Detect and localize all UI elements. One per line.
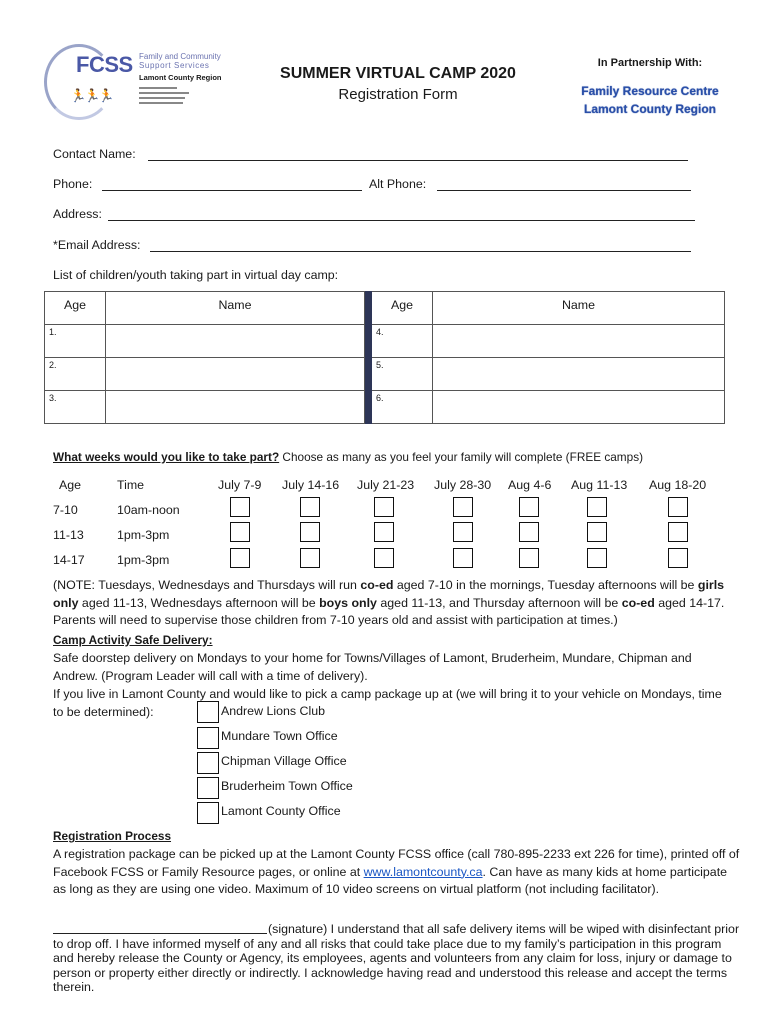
row-time-11-13: 1pm-3pm [117,528,170,542]
week-checkbox[interactable] [453,548,473,568]
name-header: Name [106,292,365,325]
child-name-cell[interactable] [106,391,365,424]
child-name-cell[interactable] [106,325,365,358]
weeks-age-header: Age [59,478,82,492]
week-checkbox[interactable] [230,522,250,542]
table-row [45,325,725,358]
week-checkbox[interactable] [300,548,320,568]
week-checkbox[interactable] [300,497,320,517]
note-bold: girls only [53,578,725,610]
row-age-14-17: 14-17 [53,553,85,567]
logo-acronym: FCSS [76,52,133,77]
pickup-option-andrew: Andrew Lions Club [221,704,326,718]
week-label-5: Aug 4-6 [508,478,552,492]
registration-text-part: A registration package can be picked up at the Lamont County FCSS office (call 780-895-2233 ext 226 for time), printed off of Facebook FCSS or Family Resource pages, or online at [53,847,740,879]
pickup-option-lamont: Lamont County Office [221,804,341,818]
week-checkbox[interactable] [374,548,394,568]
pickup-option-mundare: Mundare Town Office [221,729,338,743]
week-checkbox[interactable] [519,497,539,517]
week-checkbox[interactable] [519,548,539,568]
child-age-cell[interactable]: 6. [372,391,433,424]
fcss-logo [42,42,222,122]
table-divider [365,358,372,391]
week-label-1: July 7-9 [218,478,262,492]
logo-region: Lamont County Region [139,73,222,82]
partnership-label: In Partnership With: [597,57,703,69]
child-age-cell[interactable]: 3. [45,391,106,424]
signature-release-text [53,922,743,995]
row-age-11-13: 11-13 [53,528,84,542]
week-label-7: Aug 18-20 [649,478,707,492]
alt-phone-label: Alt Phone: [369,177,427,191]
week-checkbox[interactable] [374,522,394,542]
contact-name-label: Contact Name: [53,147,136,161]
email-field[interactable] [150,251,691,252]
table-divider [365,292,372,325]
week-checkbox[interactable] [453,522,473,542]
week-checkbox[interactable] [374,497,394,517]
partner-name-line1: Family Resource Centre [581,84,719,98]
delivery-pickup-text: If you live in Lamont County and would like to pick a camp package up at (we will bring it to your vehicle on Mondays, time to be determined): [53,687,722,719]
week-checkbox[interactable] [587,522,607,542]
week-checkbox[interactable] [668,522,688,542]
name-header-2: Name [433,292,725,325]
form-title: SUMMER VIRTUAL CAMP 2020 [280,65,516,82]
pickup-checkbox[interactable] [197,752,219,774]
delivery-heading: Camp Activity Safe Delivery: [53,633,213,647]
registration-text [53,846,743,899]
child-age-cell[interactable]: 5. [372,358,433,391]
children-list-label: List of children/youth taking part in virtual day camp: [53,268,339,282]
child-age-cell[interactable]: 1. [45,325,106,358]
schedule-note [53,577,743,630]
logo-contact-block [139,84,201,107]
week-label-2: July 14-16 [282,478,340,492]
registration-text-part: . Can have as many kids at home participate as long as they are using one video. Maximum of 10 video screens on virtual platform (not including facilitator). [53,864,728,896]
children-table [44,291,725,424]
week-checkbox[interactable] [453,497,473,517]
age-header: Age [45,292,106,325]
partner-name-line2: Lamont County Region [584,102,716,116]
weeks-question-line [53,450,753,464]
row-age-7-10: 7-10 [53,503,78,517]
table-divider [365,325,372,358]
week-checkbox[interactable] [300,522,320,542]
phone-field[interactable] [102,190,362,191]
lamont-county-link[interactable]: www.lamontcounty.ca [363,864,483,879]
week-label-3: July 21-23 [357,478,415,492]
delivery-doorstep-text: Safe doorstep delivery on Mondays to your home for Towns/Villages of Lamont, Bruderheim, Mundare, Chipman and Andrew. (Program Leader will call with a time of delivery). [53,651,692,683]
row-time-14-17: 1pm-3pm [117,553,170,567]
pickup-option-bruderheim: Bruderheim Town Office [221,779,353,793]
child-name-cell[interactable] [433,358,725,391]
note-text: aged 11-13, and Thursday afternoon will be [376,595,622,610]
week-checkbox[interactable] [587,548,607,568]
logo-children-icon: 🏃🏃🏃 [70,88,113,103]
weeks-time-header: Time [117,478,145,492]
weeks-note: Choose as many as you feel your family will complete (FREE camps) [279,450,644,464]
week-checkbox[interactable] [668,548,688,568]
alt-phone-field[interactable] [437,190,691,191]
week-checkbox[interactable] [230,497,250,517]
child-age-cell[interactable]: 2. [45,358,106,391]
address-field[interactable] [108,220,695,221]
table-divider [365,391,372,424]
pickup-option-chipman: Chipman Village Office [221,754,347,768]
logo-org-line2: Support Services [139,61,210,70]
address-label: Address: [53,207,102,221]
note-text: aged 11-13, Wednesdays afternoon will be [78,595,320,610]
pickup-checkbox[interactable] [197,802,219,824]
logo-org-line1: Family and Community [139,52,221,61]
week-checkbox[interactable] [230,548,250,568]
week-label-6: Aug 11-13 [571,478,628,492]
form-subtitle: Registration Form [338,86,458,103]
pickup-checkbox[interactable] [197,701,219,723]
pickup-checkbox[interactable] [197,777,219,799]
week-checkbox[interactable] [668,497,688,517]
note-text: aged 14-17. Parents will need to supervise those children from 7-10 years old and assist with participation at times.) [53,595,725,627]
email-label: *Email Address: [53,238,141,252]
row-time-7-10: 10am-noon [117,503,180,517]
week-label-4: July 28-30 [434,478,492,492]
child-name-cell[interactable] [433,391,725,424]
age-header-2: Age [372,292,433,325]
registration-heading: Registration Process [53,829,172,843]
pickup-checkbox[interactable] [197,727,219,749]
phone-label: Phone: [53,177,93,191]
week-checkbox[interactable] [519,522,539,542]
child-name-cell[interactable] [106,358,365,391]
note-text: aged 7-10 in the mornings, Tuesday afternoons will be [393,578,698,592]
contact-name-field[interactable] [148,160,688,161]
note-text: (NOTE: Tuesdays, Wednesdays and Thursdays will run [53,578,361,592]
table-header-row [45,292,725,325]
table-row [45,391,725,424]
note-bold: boys only [319,595,377,610]
note-bold: co-ed [621,595,655,610]
signature-label: (signature) I understand that all safe delivery items will be wiped with disinfectant prior to drop off. I have informed myself of any and all risks that could take place due to my family’s participation in this program and hereby release the County or Agency, its employees, agents and volunteers from any claim for loss, injury or damage to person or property either directly or indirectly. I acknowledge having read and understood this release and accept the terms therein. [53,922,740,994]
table-row [45,358,725,391]
week-checkbox[interactable] [587,497,607,517]
child-name-cell[interactable] [433,325,725,358]
child-age-cell[interactable]: 4. [372,325,433,358]
note-bold: co-ed [360,578,394,592]
weeks-question: What weeks would you like to take part? [53,450,280,464]
